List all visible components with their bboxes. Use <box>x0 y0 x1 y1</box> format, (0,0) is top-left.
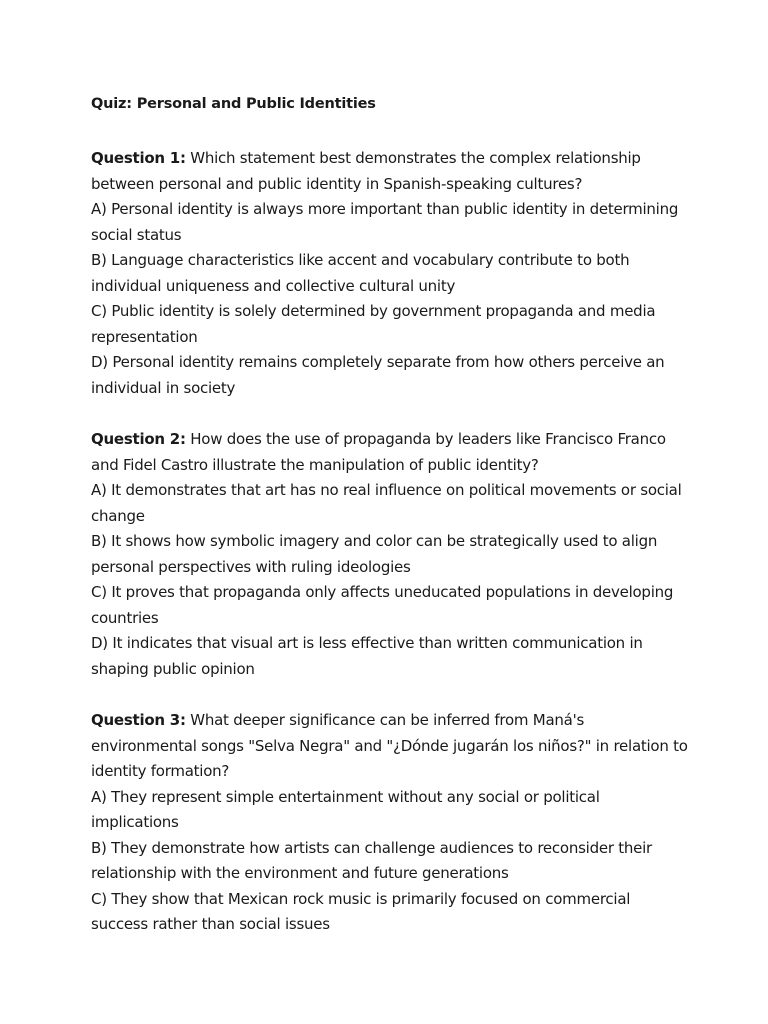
question-3-label: Question 3: <box>91 711 186 729</box>
question-1 <box>91 146 691 401</box>
question-2 <box>91 427 691 682</box>
question-2-option-d: D) It indicates that visual art is less effective than written communication in shaping public opinion <box>91 634 643 678</box>
question-3-text: What deeper significance can be inferred from Maná's environmental songs "Selva Negra" and "¿Dónde jugarán los niños?" in relation to identity formation? <box>91 711 688 780</box>
question-1-option-c: C) Public identity is solely determined by government propaganda and media representation <box>91 302 656 346</box>
question-1-option-d: D) Personal identity remains completely separate from how others perceive an individual in society <box>91 353 665 397</box>
question-1-option-b: B) Language characteristics like accent and vocabulary contribute to both individual uniqueness and collective cultural unity <box>91 251 630 295</box>
question-1-option-a: A) Personal identity is always more important than public identity in determining social status <box>91 200 679 244</box>
question-2-option-b: B) It shows how symbolic imagery and color can be strategically used to align personal perspectives with ruling ideologies <box>91 532 658 576</box>
document-page <box>91 94 691 964</box>
question-3-prompt <box>91 708 691 785</box>
question-3 <box>91 708 691 938</box>
question-2-label: Question 2: <box>91 430 186 448</box>
question-2-prompt <box>91 427 691 478</box>
question-2-option-c: C) It proves that propaganda only affects uneducated populations in developing countries <box>91 583 674 627</box>
question-3-option-c: C) They show that Mexican rock music is primarily focused on commercial success rather than social issues <box>91 889 631 933</box>
page-title: Quiz: Personal and Public Identities <box>91 96 376 112</box>
question-3-option-b: B) They demonstrate how artists can challenge audiences to reconsider their relationship with the environment and future generations <box>91 838 652 882</box>
question-3-option-a: A) They represent simple entertainment without any social or political implications <box>91 787 600 831</box>
question-1-prompt <box>91 146 691 197</box>
question-1-text: Which statement best demonstrates the complex relationship between personal and public identity in Spanish-speaking cultures? <box>91 149 641 193</box>
question-2-text: How does the use of propaganda by leaders like Francisco Franco and Fidel Castro illustrate the manipulation of public identity? <box>91 430 666 474</box>
question-1-label: Question 1: <box>91 149 186 167</box>
question-2-option-a: A) It demonstrates that art has no real influence on political movements or social change <box>91 481 682 525</box>
